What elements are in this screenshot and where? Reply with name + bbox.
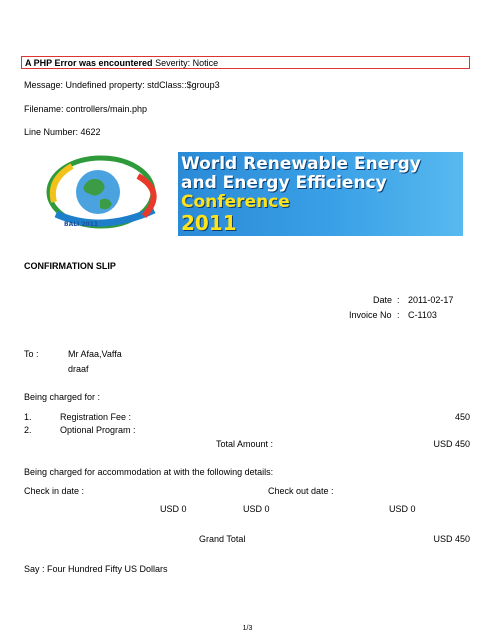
checkout-label: Check out date : bbox=[268, 486, 334, 496]
item-1-number: 1. bbox=[24, 412, 32, 422]
item-2-number: 2. bbox=[24, 425, 32, 435]
banner-line-4: 2011 bbox=[181, 211, 237, 235]
conference-logo bbox=[26, 152, 178, 236]
usd-value-1: USD 0 bbox=[160, 504, 187, 514]
accommodation-text: Being charged for accommodation at with the following details: bbox=[24, 467, 274, 477]
date-colon: : bbox=[397, 295, 400, 305]
charged-for-label: Being charged for : bbox=[24, 392, 101, 402]
recipient-line-2: draaf bbox=[68, 364, 89, 374]
checkin-label: Check in date : bbox=[24, 486, 85, 496]
svg-text:BALI 2011: BALI 2011 bbox=[64, 221, 99, 228]
amount-in-words: Say : Four Hundred Fifty US Dollars bbox=[24, 564, 168, 574]
banner-title bbox=[181, 155, 421, 234]
total-amount-label: Total Amount : bbox=[216, 439, 274, 449]
usd-value-2: USD 0 bbox=[243, 504, 270, 514]
date-value: 2011-02-17 bbox=[408, 295, 454, 305]
recipient-name: Mr Afaa,Vaffa bbox=[68, 349, 122, 359]
invoice-value: C-1103 bbox=[408, 310, 437, 320]
item-1-label: Registration Fee : bbox=[60, 412, 132, 422]
item-1-amount: 450 bbox=[454, 412, 470, 422]
date-label: Date bbox=[373, 295, 393, 305]
banner-line-1: World Renewable Energy bbox=[181, 154, 421, 174]
error-message: Message: Undefined property: stdClass::$group3 bbox=[24, 80, 220, 90]
item-2-label: Optional Program : bbox=[60, 425, 136, 435]
conference-banner bbox=[26, 152, 463, 236]
error-filename: Filename: controllers/main.php bbox=[24, 104, 148, 114]
slip-heading: CONFIRMATION SLIP bbox=[24, 261, 116, 271]
total-amount-value: USD 450 bbox=[433, 439, 470, 449]
error-severity: Severity: Notice bbox=[155, 58, 219, 68]
page-number: 1/3 bbox=[242, 625, 253, 632]
error-line-number: Line Number: 4622 bbox=[24, 127, 101, 137]
php-error-box bbox=[21, 56, 470, 69]
banner-line-3: Conference bbox=[181, 192, 290, 212]
usd-value-3: USD 0 bbox=[389, 504, 416, 514]
error-title-line bbox=[25, 58, 218, 68]
grand-total-value: USD 450 bbox=[433, 534, 470, 544]
grand-total-label: Grand Total bbox=[199, 534, 246, 544]
to-label: To : bbox=[24, 349, 39, 359]
invoice-colon: : bbox=[397, 310, 400, 320]
globe-logo-icon bbox=[26, 152, 178, 236]
invoice-label: Invoice No bbox=[349, 310, 392, 320]
banner-line-2: and Energy Efficiency bbox=[181, 173, 387, 193]
error-title: A PHP Error was encountered bbox=[25, 58, 153, 68]
